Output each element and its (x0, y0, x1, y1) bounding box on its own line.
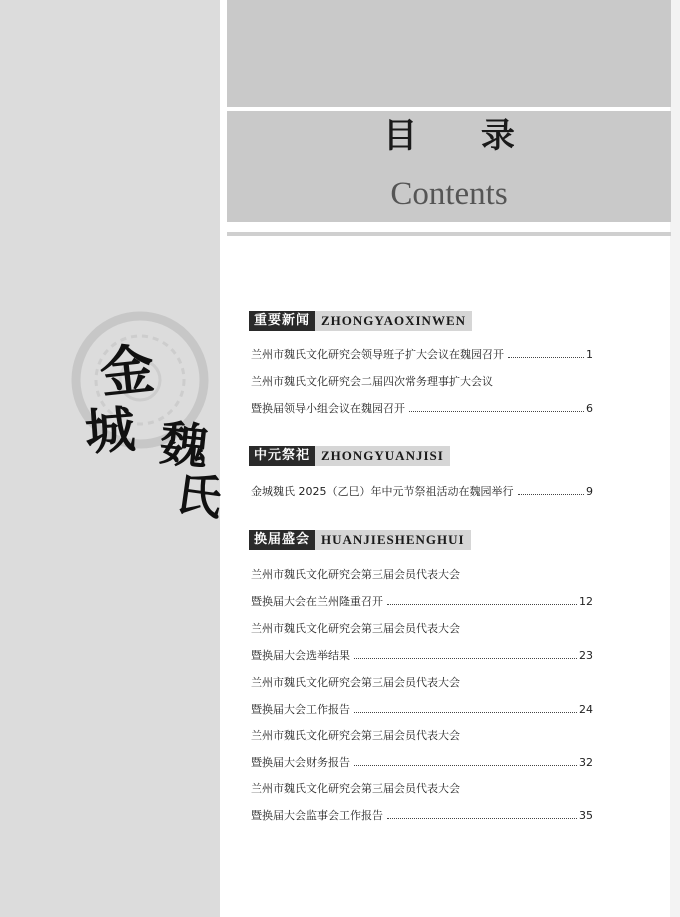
toc-entry[interactable] (251, 484, 593, 500)
toc-entry-page: 32 (579, 756, 593, 769)
toc-entry-page: 23 (579, 649, 593, 662)
dot-leader (354, 657, 577, 659)
dot-leader (387, 817, 577, 819)
section-header-ancestor-rites (249, 446, 450, 466)
seal-char-3: 魏 (157, 415, 211, 477)
toc-entry[interactable] (251, 648, 593, 664)
section-title-cn: 中元祭祀 (249, 446, 315, 466)
section-header-election (249, 530, 471, 550)
toc-entry-title: 暨换届领导小组会议在魏园召开 (251, 402, 405, 415)
toc-entry[interactable] (251, 374, 593, 390)
right-edge-band (670, 0, 680, 917)
dot-leader (354, 711, 577, 713)
seal-char-1: 金 (96, 336, 158, 406)
seal-char-2: 城 (83, 399, 138, 462)
toc-entry-page: 1 (586, 348, 593, 361)
toc-entry-page: 24 (579, 703, 593, 716)
section-title-en: HUANJIESHENGHUI (315, 530, 471, 550)
toc-entry[interactable] (251, 621, 593, 637)
toc-entry[interactable] (251, 594, 593, 610)
toc-entry[interactable] (251, 567, 593, 583)
toc-entry-page: 9 (586, 485, 593, 498)
toc-entry-title: 兰州市魏氏文化研究会第三届会员代表大会 (251, 676, 460, 689)
toc-entry-title: 暨换届大会财务报告 (251, 756, 350, 769)
dot-leader (518, 493, 585, 495)
header-divider (227, 232, 671, 236)
toc-entry[interactable] (251, 808, 593, 824)
section-title-en: ZHONGYAOXINWEN (315, 311, 472, 331)
calligraphy-seal-logo (0, 300, 245, 530)
toc-entry-title: 暨换届大会在兰州隆重召开 (251, 595, 383, 608)
toc-entry-title: 金城魏氏 2025（乙巳）年中元节祭祖活动在魏园举行 (251, 485, 514, 498)
dot-leader (508, 356, 584, 358)
toc-entry[interactable] (251, 702, 593, 718)
toc-entry-title: 暨换届大会工作报告 (251, 703, 350, 716)
toc-entry-title: 暨换届大会监事会工作报告 (251, 809, 383, 822)
toc-entry-page: 6 (586, 402, 593, 415)
toc-entry-title: 兰州市魏氏文化研究会第三届会员代表大会 (251, 729, 460, 742)
toc-entry[interactable] (251, 755, 593, 771)
toc-entry-title: 兰州市魏氏文化研究会第三届会员代表大会 (251, 782, 460, 795)
toc-entry-title: 暨换届大会选举结果 (251, 649, 350, 662)
toc-entry-title: 兰州市魏氏文化研究会领导班子扩大会议在魏园召开 (251, 348, 504, 361)
toc-entry-title: 兰州市魏氏文化研究会第三届会员代表大会 (251, 568, 460, 581)
toc-entry[interactable] (251, 675, 593, 691)
section-title-cn: 换届盛会 (249, 530, 315, 550)
page-title: 目 录 (383, 116, 541, 156)
page-subtitle: Contents (390, 176, 508, 212)
toc-entry-page: 35 (579, 809, 593, 822)
dot-leader (409, 410, 584, 412)
toc-entry[interactable] (251, 401, 593, 417)
toc-entry[interactable] (251, 728, 593, 744)
section-title-en: ZHONGYUANJISI (315, 446, 450, 466)
toc-entry-title: 兰州市魏氏文化研究会二届四次常务理事扩大会议 (251, 375, 493, 388)
toc-entry[interactable] (251, 347, 593, 363)
toc-entry-page: 12 (579, 595, 593, 608)
dot-leader (387, 603, 577, 605)
section-title-cn: 重要新闻 (249, 311, 315, 331)
seal-char-4: 氏 (172, 465, 226, 526)
toc-entry[interactable] (251, 781, 593, 797)
dot-leader (354, 764, 577, 766)
section-header-news (249, 311, 472, 331)
toc-entry-title: 兰州市魏氏文化研究会第三届会员代表大会 (251, 622, 460, 635)
header-top-block (227, 0, 671, 107)
